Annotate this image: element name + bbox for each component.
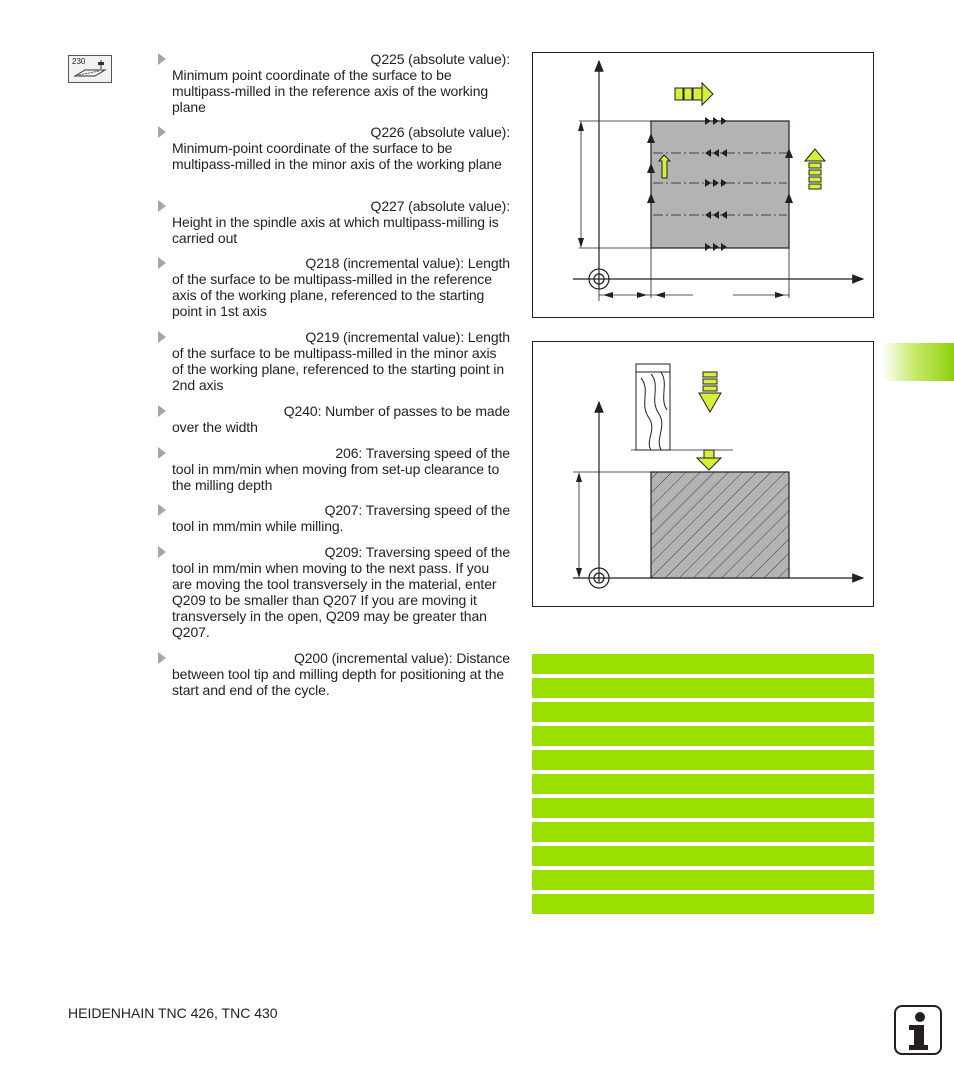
param-head: Q218 (incremental value): Length [305,255,510,271]
table-row [532,654,874,674]
param-head: Q225 (absolute value): [370,51,510,67]
table-row [532,798,874,818]
triangle-bullet-icon [158,546,166,558]
table-row [532,822,874,842]
cycle-icon-label: 230 [72,57,86,66]
triangle-bullet-icon [158,504,166,516]
param-head: Q209: Traversing speed of the [324,544,510,560]
param-body: tool in mm/min when moving to the next pass. If you are moving the tool transversely in the material, enter Q209 to be smaller than Q207 If you are moving it transversely in the open, Q209 may be greater than Q207. [172,560,497,640]
param-body: over the width [172,419,258,435]
param-body: Minimum point coordinate of the surface to be multipass-milled in the reference axis of the working plane [172,67,489,115]
param-q209 [158,544,510,640]
triangle-bullet-icon [158,126,166,138]
milling-plane-icon [69,56,111,82]
table-row [532,774,874,794]
triangle-bullet-icon [158,447,166,459]
param-body: of the surface to be multipass-milled in the minor axis of the working plane, referenced to the starting point in 2nd axis [172,345,505,393]
param-head: Q227 (absolute value): [370,198,510,214]
triangle-bullet-icon [158,331,166,343]
param-body: Minimum-point coordinate of the surface to be multipass-milled in the minor axis of the working plane [172,140,502,172]
param-q227 [158,198,510,246]
top-view-diagram [532,52,874,318]
param-head: Q200 (incremental value): Distance [293,650,510,666]
triangle-bullet-icon [158,200,166,212]
table-row [532,678,874,698]
triangle-bullet-icon [158,53,166,65]
chapter-tab [882,343,954,381]
side-view-diagram [532,341,874,607]
table-row [532,750,874,770]
param-q218 [158,255,510,319]
table-row [532,702,874,722]
triangle-bullet-icon [158,257,166,269]
cycle-230-icon [68,55,112,83]
param-q226 [158,124,510,172]
param-q206 [158,445,510,493]
table-row [532,894,874,914]
param-q225 [158,51,510,115]
triangle-bullet-icon [158,652,166,664]
param-q219 [158,329,510,393]
table-row [532,870,874,890]
param-body: tool in mm/min while milling. [172,518,344,534]
param-q200 [158,650,510,698]
param-body: tool in mm/min when moving from set-up clearance to the milling depth [172,461,500,493]
page-footer: HEIDENHAIN TNC 426, TNC 430 [68,1005,278,1021]
triangle-bullet-icon [158,405,166,417]
nc-block-table [532,654,874,918]
param-head: Q240: Number of passes to be made [283,403,510,419]
table-row [532,846,874,866]
param-head: Q226 (absolute value): [370,124,510,140]
table-row [532,726,874,746]
param-head: Q219 (incremental value): Length [305,329,510,345]
param-body: between tool tip and milling depth for positioning at the start and end of the cycle. [172,666,505,698]
param-head: 206: Traversing speed of the [335,445,510,461]
param-head: Q207: Traversing speed of the [324,502,510,518]
param-q207 [158,502,510,534]
param-body: Height in the spindle axis at which multipass-milling is carried out [172,214,499,246]
info-icon [894,1005,942,1055]
param-q240 [158,403,510,435]
param-body: of the surface to be multipass-milled in the reference axis of the working plane, referenced to the starting point in 1st axis [172,271,492,319]
